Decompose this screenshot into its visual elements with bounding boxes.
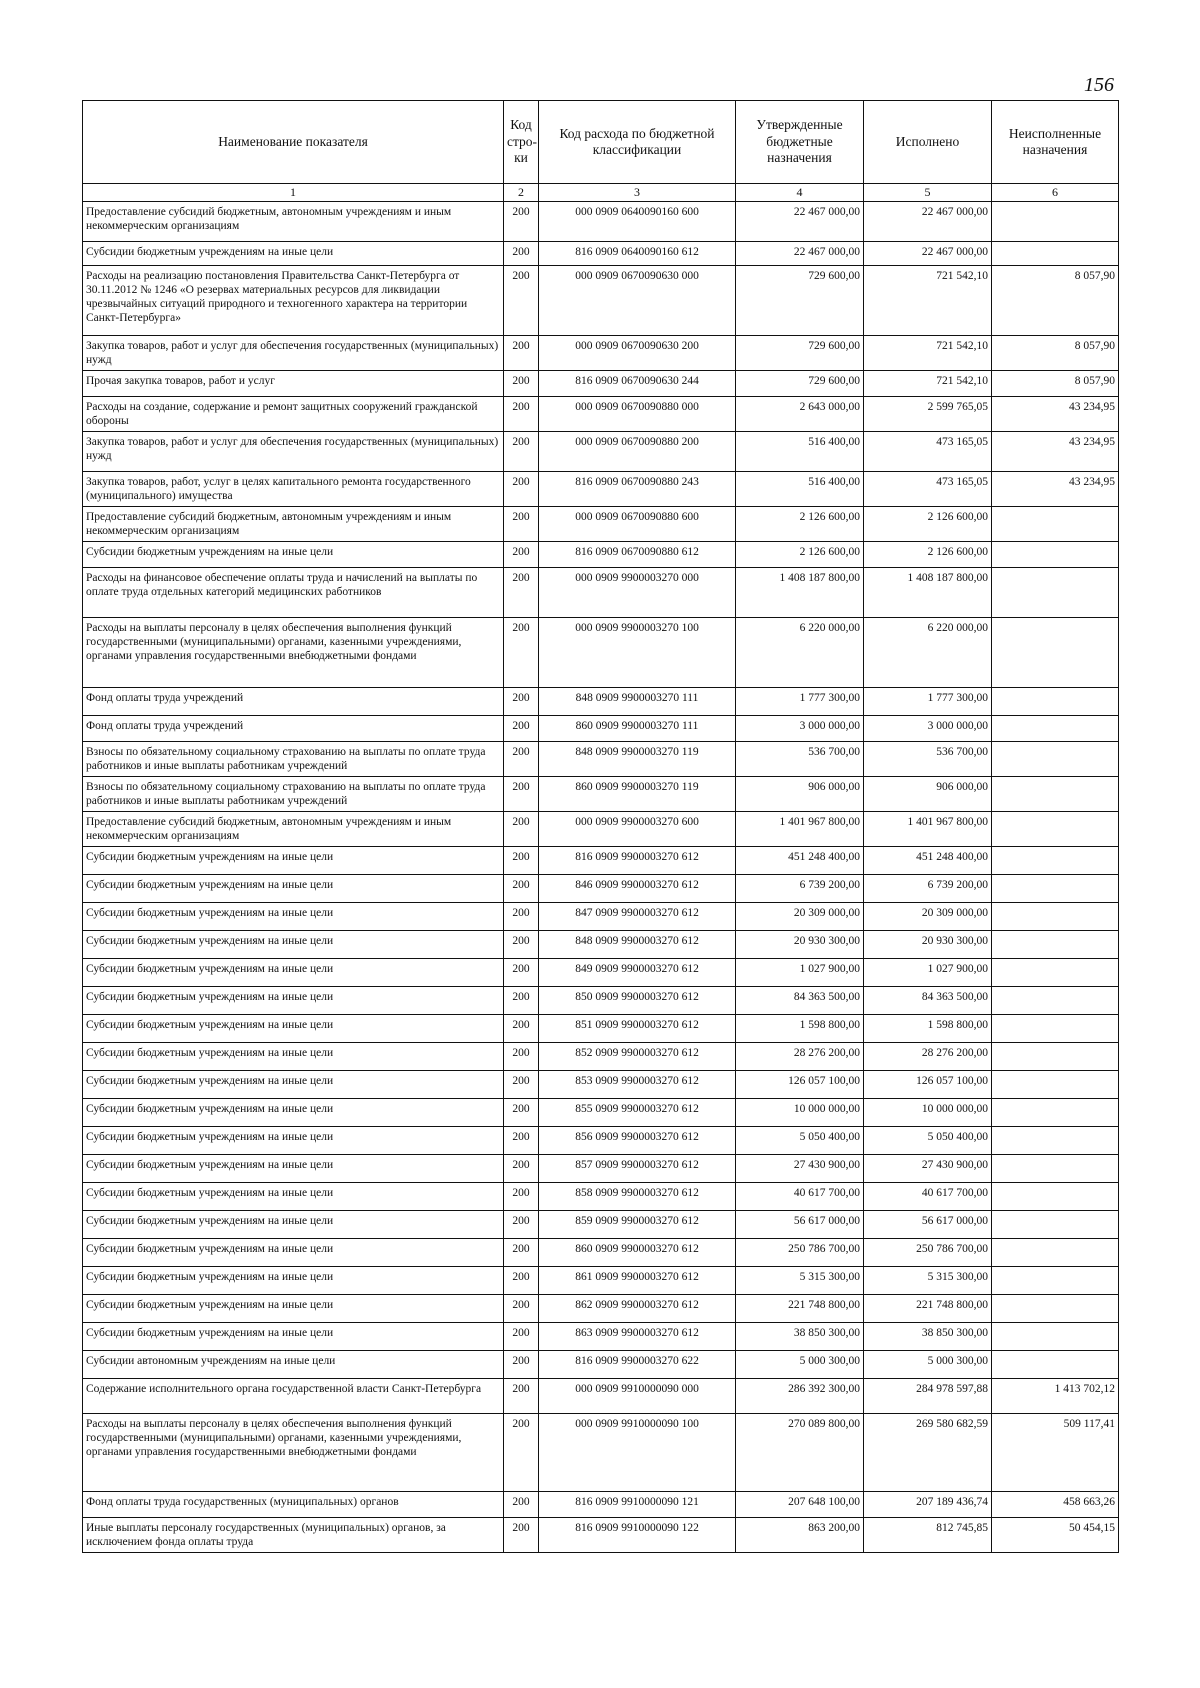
- row-code: 200: [504, 1492, 539, 1518]
- row-code: 200: [504, 1518, 539, 1553]
- approved-amount: 207 648 100,00: [736, 1492, 864, 1518]
- executed-amount: 250 786 700,00: [864, 1239, 992, 1267]
- column-number: 1: [83, 184, 504, 202]
- executed-amount: 6 739 200,00: [864, 875, 992, 903]
- row-name: Субсидии бюджетным учреждениям на иные цели: [83, 542, 504, 568]
- header-row: [83, 101, 1119, 184]
- unexecuted-amount: [992, 1351, 1119, 1379]
- executed-amount: 10 000 000,00: [864, 1099, 992, 1127]
- row-code: 200: [504, 777, 539, 812]
- expense-code: 000 0909 9910000090 000: [539, 1379, 736, 1414]
- approved-amount: 22 467 000,00: [736, 202, 864, 242]
- row-name: Расходы на выплаты персоналу в целях обеспечения выполнения функций государственными (муниципальными) органами, казенными учреждениями, органами управления государственными внебюджетными фондами: [83, 1414, 504, 1492]
- row-code: 200: [504, 1295, 539, 1323]
- approved-amount: 863 200,00: [736, 1518, 864, 1553]
- executed-amount: 269 580 682,59: [864, 1414, 992, 1492]
- row-code: 200: [504, 1071, 539, 1099]
- unexecuted-amount: 50 454,15: [992, 1518, 1119, 1553]
- executed-amount: 721 542,10: [864, 266, 992, 336]
- row-code: 200: [504, 931, 539, 959]
- table-row: [83, 1211, 1119, 1239]
- table-row: [83, 1295, 1119, 1323]
- approved-amount: 6 220 000,00: [736, 618, 864, 688]
- row-code: 200: [504, 1379, 539, 1414]
- table-row: [83, 472, 1119, 507]
- row-name: Фонд оплаты труда государственных (муниципальных) органов: [83, 1492, 504, 1518]
- unexecuted-amount: [992, 1183, 1119, 1211]
- approved-amount: 10 000 000,00: [736, 1099, 864, 1127]
- table-row: [83, 336, 1119, 371]
- unexecuted-amount: [992, 777, 1119, 812]
- unexecuted-amount: [992, 1239, 1119, 1267]
- executed-amount: 2 126 600,00: [864, 542, 992, 568]
- approved-amount: 1 027 900,00: [736, 959, 864, 987]
- unexecuted-amount: [992, 1295, 1119, 1323]
- executed-amount: 22 467 000,00: [864, 202, 992, 242]
- unexecuted-amount: [992, 1099, 1119, 1127]
- table-row: [83, 397, 1119, 432]
- executed-amount: 22 467 000,00: [864, 242, 992, 266]
- approved-amount: 56 617 000,00: [736, 1211, 864, 1239]
- expense-code: 860 0909 9900003270 119: [539, 777, 736, 812]
- row-name: Расходы на выплаты персоналу в целях обеспечения выполнения функций государственными (муниципальными) органами, казенными учреждениями, органами управления государственными внебюджетными фондами: [83, 618, 504, 688]
- expense-code: 000 0909 0670090880 200: [539, 432, 736, 472]
- expense-code: 000 0909 9900003270 600: [539, 812, 736, 847]
- page-number: 156: [1084, 74, 1114, 96]
- expense-code: 848 0909 9900003270 612: [539, 931, 736, 959]
- expense-code: 861 0909 9900003270 612: [539, 1267, 736, 1295]
- row-code: 200: [504, 1015, 539, 1043]
- row-name: Расходы на финансовое обеспечение оплаты труда и начислений на выплаты по оплате труда отдельных категорий медицинских работников: [83, 568, 504, 618]
- row-name: Субсидии бюджетным учреждениям на иные цели: [83, 1323, 504, 1351]
- unexecuted-amount: 458 663,26: [992, 1492, 1119, 1518]
- table-row: [83, 1518, 1119, 1553]
- executed-amount: 1 401 967 800,00: [864, 812, 992, 847]
- expense-code: 852 0909 9900003270 612: [539, 1043, 736, 1071]
- row-name: Субсидии бюджетным учреждениям на иные цели: [83, 1211, 504, 1239]
- row-name: Субсидии бюджетным учреждениям на иные цели: [83, 875, 504, 903]
- executed-amount: 2 126 600,00: [864, 507, 992, 542]
- expense-code: 858 0909 9900003270 612: [539, 1183, 736, 1211]
- row-name: Расходы на создание, содержание и ремонт защитных сооружений гражданской обороны: [83, 397, 504, 432]
- row-code: 200: [504, 716, 539, 742]
- table-row: [83, 875, 1119, 903]
- table-row: [83, 432, 1119, 472]
- row-code: 200: [504, 1099, 539, 1127]
- approved-amount: 2 126 600,00: [736, 542, 864, 568]
- unexecuted-amount: [992, 987, 1119, 1015]
- approved-amount: 38 850 300,00: [736, 1323, 864, 1351]
- approved-amount: 1 408 187 800,00: [736, 568, 864, 618]
- row-code: 200: [504, 1323, 539, 1351]
- row-name: Субсидии бюджетным учреждениям на иные цели: [83, 1155, 504, 1183]
- table-row: [83, 568, 1119, 618]
- row-code: 200: [504, 202, 539, 242]
- expense-code: 816 0909 0670090880 243: [539, 472, 736, 507]
- executed-amount: 207 189 436,74: [864, 1492, 992, 1518]
- expense-code: 816 0909 0640090160 612: [539, 242, 736, 266]
- expense-code: 000 0909 9900003270 000: [539, 568, 736, 618]
- executed-amount: 721 542,10: [864, 336, 992, 371]
- column-number: 5: [864, 184, 992, 202]
- expense-code: 849 0909 9900003270 612: [539, 959, 736, 987]
- expense-code: 847 0909 9900003270 612: [539, 903, 736, 931]
- executed-amount: 38 850 300,00: [864, 1323, 992, 1351]
- table-row: [83, 1239, 1119, 1267]
- expense-code: 000 0909 0670090630 200: [539, 336, 736, 371]
- row-code: 200: [504, 1183, 539, 1211]
- row-name: Закупка товаров, работ и услуг для обеспечения государственных (муниципальных) нужд: [83, 432, 504, 472]
- row-name: Предоставление субсидий бюджетным, автономным учреждениям и иным некоммерческим организациям: [83, 507, 504, 542]
- row-code: 200: [504, 1351, 539, 1379]
- expense-code: 862 0909 9900003270 612: [539, 1295, 736, 1323]
- expense-code: 850 0909 9900003270 612: [539, 987, 736, 1015]
- row-code: 200: [504, 812, 539, 847]
- table-row: [83, 507, 1119, 542]
- expense-code: 863 0909 9900003270 612: [539, 1323, 736, 1351]
- row-name: Субсидии бюджетным учреждениям на иные цели: [83, 1239, 504, 1267]
- row-name: Субсидии автономным учреждениям на иные цели: [83, 1351, 504, 1379]
- expense-code: 000 0909 9910000090 100: [539, 1414, 736, 1492]
- unexecuted-amount: 43 234,95: [992, 432, 1119, 472]
- row-name: Субсидии бюджетным учреждениям на иные цели: [83, 242, 504, 266]
- unexecuted-amount: [992, 1211, 1119, 1239]
- row-name: Субсидии бюджетным учреждениям на иные цели: [83, 987, 504, 1015]
- executed-amount: 221 748 800,00: [864, 1295, 992, 1323]
- approved-amount: 729 600,00: [736, 371, 864, 397]
- table-row: [83, 202, 1119, 242]
- approved-amount: 3 000 000,00: [736, 716, 864, 742]
- table-row: [83, 847, 1119, 875]
- expense-code: 816 0909 9910000090 121: [539, 1492, 736, 1518]
- unexecuted-amount: 43 234,95: [992, 472, 1119, 507]
- executed-amount: 3 000 000,00: [864, 716, 992, 742]
- row-name: Предоставление субсидий бюджетным, автономным учреждениям и иным некоммерческим организациям: [83, 812, 504, 847]
- table-row: [83, 1183, 1119, 1211]
- executed-amount: 812 745,85: [864, 1518, 992, 1553]
- expense-code: 816 0909 9900003270 622: [539, 1351, 736, 1379]
- table-row: [83, 618, 1119, 688]
- row-code: 200: [504, 847, 539, 875]
- unexecuted-amount: [992, 688, 1119, 716]
- table-row: [83, 959, 1119, 987]
- executed-amount: 5 000 300,00: [864, 1351, 992, 1379]
- row-name: Взносы по обязательному социальному страхованию на выплаты по оплате труда работников и иные выплаты работникам учреждений: [83, 742, 504, 777]
- executed-amount: 2 599 765,05: [864, 397, 992, 432]
- header-approved: Утвержденные бюджетные назначения: [736, 101, 864, 184]
- approved-amount: 1 598 800,00: [736, 1015, 864, 1043]
- row-code: 200: [504, 903, 539, 931]
- table-row: [83, 1071, 1119, 1099]
- expense-code: 859 0909 9900003270 612: [539, 1211, 736, 1239]
- row-code: 200: [504, 1267, 539, 1295]
- unexecuted-amount: [992, 931, 1119, 959]
- expense-code: 816 0909 9910000090 122: [539, 1518, 736, 1553]
- executed-amount: 906 000,00: [864, 777, 992, 812]
- header-unexecuted: Неисполненные назначения: [992, 101, 1119, 184]
- expense-code: 000 0909 0670090630 000: [539, 266, 736, 336]
- unexecuted-amount: [992, 903, 1119, 931]
- executed-amount: 20 930 300,00: [864, 931, 992, 959]
- unexecuted-amount: [992, 812, 1119, 847]
- executed-amount: 6 220 000,00: [864, 618, 992, 688]
- table-row: [83, 931, 1119, 959]
- expense-code: 855 0909 9900003270 612: [539, 1099, 736, 1127]
- row-code: 200: [504, 397, 539, 432]
- executed-amount: 28 276 200,00: [864, 1043, 992, 1071]
- unexecuted-amount: 8 057,90: [992, 371, 1119, 397]
- expense-code: 816 0909 0670090880 612: [539, 542, 736, 568]
- row-code: 200: [504, 432, 539, 472]
- column-number-row: [83, 184, 1119, 202]
- row-name: Прочая закупка товаров, работ и услуг: [83, 371, 504, 397]
- table-row: [83, 777, 1119, 812]
- executed-amount: 84 363 500,00: [864, 987, 992, 1015]
- approved-amount: 5 315 300,00: [736, 1267, 864, 1295]
- executed-amount: 5 315 300,00: [864, 1267, 992, 1295]
- executed-amount: 473 165,05: [864, 432, 992, 472]
- table-row: [83, 542, 1119, 568]
- table-row: [83, 903, 1119, 931]
- expense-code: 816 0909 9900003270 612: [539, 847, 736, 875]
- unexecuted-amount: [992, 959, 1119, 987]
- unexecuted-amount: [992, 1155, 1119, 1183]
- row-code: 200: [504, 742, 539, 777]
- expense-code: 000 0909 0670090880 000: [539, 397, 736, 432]
- table-row: [83, 1351, 1119, 1379]
- unexecuted-amount: 8 057,90: [992, 266, 1119, 336]
- row-name: Субсидии бюджетным учреждениям на иные цели: [83, 1071, 504, 1099]
- executed-amount: 27 430 900,00: [864, 1155, 992, 1183]
- table-row: [83, 1099, 1119, 1127]
- unexecuted-amount: [992, 1071, 1119, 1099]
- table-row: [83, 371, 1119, 397]
- table-body: [83, 202, 1119, 1553]
- table-row: [83, 266, 1119, 336]
- row-code: 200: [504, 1239, 539, 1267]
- row-name: Субсидии бюджетным учреждениям на иные цели: [83, 1295, 504, 1323]
- executed-amount: 126 057 100,00: [864, 1071, 992, 1099]
- table-row: [83, 716, 1119, 742]
- approved-amount: 286 392 300,00: [736, 1379, 864, 1414]
- unexecuted-amount: [992, 1015, 1119, 1043]
- row-name: Субсидии бюджетным учреждениям на иные цели: [83, 1015, 504, 1043]
- row-code: 200: [504, 987, 539, 1015]
- executed-amount: 451 248 400,00: [864, 847, 992, 875]
- unexecuted-amount: 8 057,90: [992, 336, 1119, 371]
- unexecuted-amount: [992, 1043, 1119, 1071]
- table-row: [83, 742, 1119, 777]
- approved-amount: 536 700,00: [736, 742, 864, 777]
- table-row: [83, 1492, 1119, 1518]
- table-row: [83, 987, 1119, 1015]
- row-name: Субсидии бюджетным учреждениям на иные цели: [83, 1099, 504, 1127]
- executed-amount: 284 978 597,88: [864, 1379, 992, 1414]
- row-name: Субсидии бюджетным учреждениям на иные цели: [83, 959, 504, 987]
- approved-amount: 1 401 967 800,00: [736, 812, 864, 847]
- executed-amount: 5 050 400,00: [864, 1127, 992, 1155]
- row-code: 200: [504, 336, 539, 371]
- row-name: Предоставление субсидий бюджетным, автономным учреждениям и иным некоммерческим организациям: [83, 202, 504, 242]
- expense-code: 851 0909 9900003270 612: [539, 1015, 736, 1043]
- unexecuted-amount: [992, 507, 1119, 542]
- row-code: 200: [504, 472, 539, 507]
- row-name: Фонд оплаты труда учреждений: [83, 716, 504, 742]
- expense-code: 000 0909 0640090160 600: [539, 202, 736, 242]
- expense-code: 000 0909 0670090880 600: [539, 507, 736, 542]
- approved-amount: 84 363 500,00: [736, 987, 864, 1015]
- table-row: [83, 1323, 1119, 1351]
- unexecuted-amount: [992, 242, 1119, 266]
- approved-amount: 221 748 800,00: [736, 1295, 864, 1323]
- approved-amount: 729 600,00: [736, 336, 864, 371]
- row-code: 200: [504, 1043, 539, 1071]
- unexecuted-amount: [992, 716, 1119, 742]
- row-name: Содержание исполнительного органа государственной власти Санкт-Петербурга: [83, 1379, 504, 1414]
- row-code: 200: [504, 1127, 539, 1155]
- approved-amount: 516 400,00: [736, 472, 864, 507]
- unexecuted-amount: [992, 875, 1119, 903]
- approved-amount: 22 467 000,00: [736, 242, 864, 266]
- unexecuted-amount: [992, 1127, 1119, 1155]
- row-name: Субсидии бюджетным учреждениям на иные цели: [83, 1127, 504, 1155]
- unexecuted-amount: [992, 568, 1119, 618]
- executed-amount: 56 617 000,00: [864, 1211, 992, 1239]
- approved-amount: 126 057 100,00: [736, 1071, 864, 1099]
- row-name: Закупка товаров, работ и услуг для обеспечения государственных (муниципальных) нужд: [83, 336, 504, 371]
- expense-code: 853 0909 9900003270 612: [539, 1071, 736, 1099]
- row-code: 200: [504, 1211, 539, 1239]
- unexecuted-amount: 509 117,41: [992, 1414, 1119, 1492]
- unexecuted-amount: [992, 202, 1119, 242]
- budget-report-table: [82, 100, 1119, 1553]
- executed-amount: 20 309 000,00: [864, 903, 992, 931]
- approved-amount: 2 126 600,00: [736, 507, 864, 542]
- expense-code: 856 0909 9900003270 612: [539, 1127, 736, 1155]
- table-row: [83, 1127, 1119, 1155]
- unexecuted-amount: [992, 542, 1119, 568]
- row-code: 200: [504, 507, 539, 542]
- executed-amount: 1 777 300,00: [864, 688, 992, 716]
- table-row: [83, 1267, 1119, 1295]
- executed-amount: 1 408 187 800,00: [864, 568, 992, 618]
- table-row: [83, 812, 1119, 847]
- row-name: Субсидии бюджетным учреждениям на иные цели: [83, 903, 504, 931]
- header-row-code: Код стро-ки: [504, 101, 539, 184]
- expense-code: 816 0909 0670090630 244: [539, 371, 736, 397]
- approved-amount: 20 309 000,00: [736, 903, 864, 931]
- table-row: [83, 1155, 1119, 1183]
- row-code: 200: [504, 688, 539, 716]
- approved-amount: 28 276 200,00: [736, 1043, 864, 1071]
- row-code: 200: [504, 618, 539, 688]
- table-row: [83, 1043, 1119, 1071]
- expense-code: 000 0909 9900003270 100: [539, 618, 736, 688]
- expense-code: 857 0909 9900003270 612: [539, 1155, 736, 1183]
- expense-code: 848 0909 9900003270 111: [539, 688, 736, 716]
- approved-amount: 27 430 900,00: [736, 1155, 864, 1183]
- table-row: [83, 242, 1119, 266]
- row-name: Субсидии бюджетным учреждениям на иные цели: [83, 847, 504, 875]
- row-code: 200: [504, 371, 539, 397]
- table-row: [83, 688, 1119, 716]
- row-code: 200: [504, 1155, 539, 1183]
- expense-code: 860 0909 9900003270 111: [539, 716, 736, 742]
- expense-code: 848 0909 9900003270 119: [539, 742, 736, 777]
- unexecuted-amount: [992, 742, 1119, 777]
- approved-amount: 250 786 700,00: [736, 1239, 864, 1267]
- executed-amount: 1 598 800,00: [864, 1015, 992, 1043]
- row-name: Взносы по обязательному социальному страхованию на выплаты по оплате труда работников и иные выплаты работникам учреждений: [83, 777, 504, 812]
- approved-amount: 5 050 400,00: [736, 1127, 864, 1155]
- header-executed: Исполнено: [864, 101, 992, 184]
- column-number: 3: [539, 184, 736, 202]
- unexecuted-amount: [992, 1267, 1119, 1295]
- row-name: Расходы на реализацию постановления Правительства Санкт-Петербурга от 30.11.2012 № 1246 «О резервах материальных ресурсов для ликвидации чрезвычайных ситуаций природного и техногенного характера на территории Санкт-Петербурга»: [83, 266, 504, 336]
- unexecuted-amount: 43 234,95: [992, 397, 1119, 432]
- unexecuted-amount: [992, 618, 1119, 688]
- approved-amount: 729 600,00: [736, 266, 864, 336]
- row-code: 200: [504, 542, 539, 568]
- row-code: 200: [504, 875, 539, 903]
- row-name: Фонд оплаты труда учреждений: [83, 688, 504, 716]
- table-row: [83, 1414, 1119, 1492]
- column-number: 4: [736, 184, 864, 202]
- row-name: Субсидии бюджетным учреждениям на иные цели: [83, 1267, 504, 1295]
- approved-amount: 5 000 300,00: [736, 1351, 864, 1379]
- header-expense-code: Код расхода по бюджетной классификации: [539, 101, 736, 184]
- approved-amount: 516 400,00: [736, 432, 864, 472]
- approved-amount: 20 930 300,00: [736, 931, 864, 959]
- unexecuted-amount: 1 413 702,12: [992, 1379, 1119, 1414]
- approved-amount: 2 643 000,00: [736, 397, 864, 432]
- executed-amount: 473 165,05: [864, 472, 992, 507]
- column-number: 2: [504, 184, 539, 202]
- row-name: Иные выплаты персоналу государственных (муниципальных) органов, за исключением фонда оплаты труда: [83, 1518, 504, 1553]
- row-code: 200: [504, 959, 539, 987]
- row-code: 200: [504, 242, 539, 266]
- executed-amount: 1 027 900,00: [864, 959, 992, 987]
- column-number: 6: [992, 184, 1119, 202]
- row-name: Закупка товаров, работ, услуг в целях капитального ремонта государственного (муниципального) имущества: [83, 472, 504, 507]
- row-name: Субсидии бюджетным учреждениям на иные цели: [83, 1183, 504, 1211]
- executed-amount: 536 700,00: [864, 742, 992, 777]
- row-name: Субсидии бюджетным учреждениям на иные цели: [83, 931, 504, 959]
- approved-amount: 1 777 300,00: [736, 688, 864, 716]
- row-name: Субсидии бюджетным учреждениям на иные цели: [83, 1043, 504, 1071]
- executed-amount: 40 617 700,00: [864, 1183, 992, 1211]
- approved-amount: 270 089 800,00: [736, 1414, 864, 1492]
- unexecuted-amount: [992, 847, 1119, 875]
- approved-amount: 451 248 400,00: [736, 847, 864, 875]
- row-code: 200: [504, 568, 539, 618]
- row-code: 200: [504, 266, 539, 336]
- header-name: Наименование показателя: [83, 101, 504, 184]
- executed-amount: 721 542,10: [864, 371, 992, 397]
- unexecuted-amount: [992, 1323, 1119, 1351]
- expense-code: 846 0909 9900003270 612: [539, 875, 736, 903]
- row-code: 200: [504, 1414, 539, 1492]
- approved-amount: 40 617 700,00: [736, 1183, 864, 1211]
- expense-code: 860 0909 9900003270 612: [539, 1239, 736, 1267]
- table-row: [83, 1379, 1119, 1414]
- table-row: [83, 1015, 1119, 1043]
- approved-amount: 6 739 200,00: [736, 875, 864, 903]
- approved-amount: 906 000,00: [736, 777, 864, 812]
